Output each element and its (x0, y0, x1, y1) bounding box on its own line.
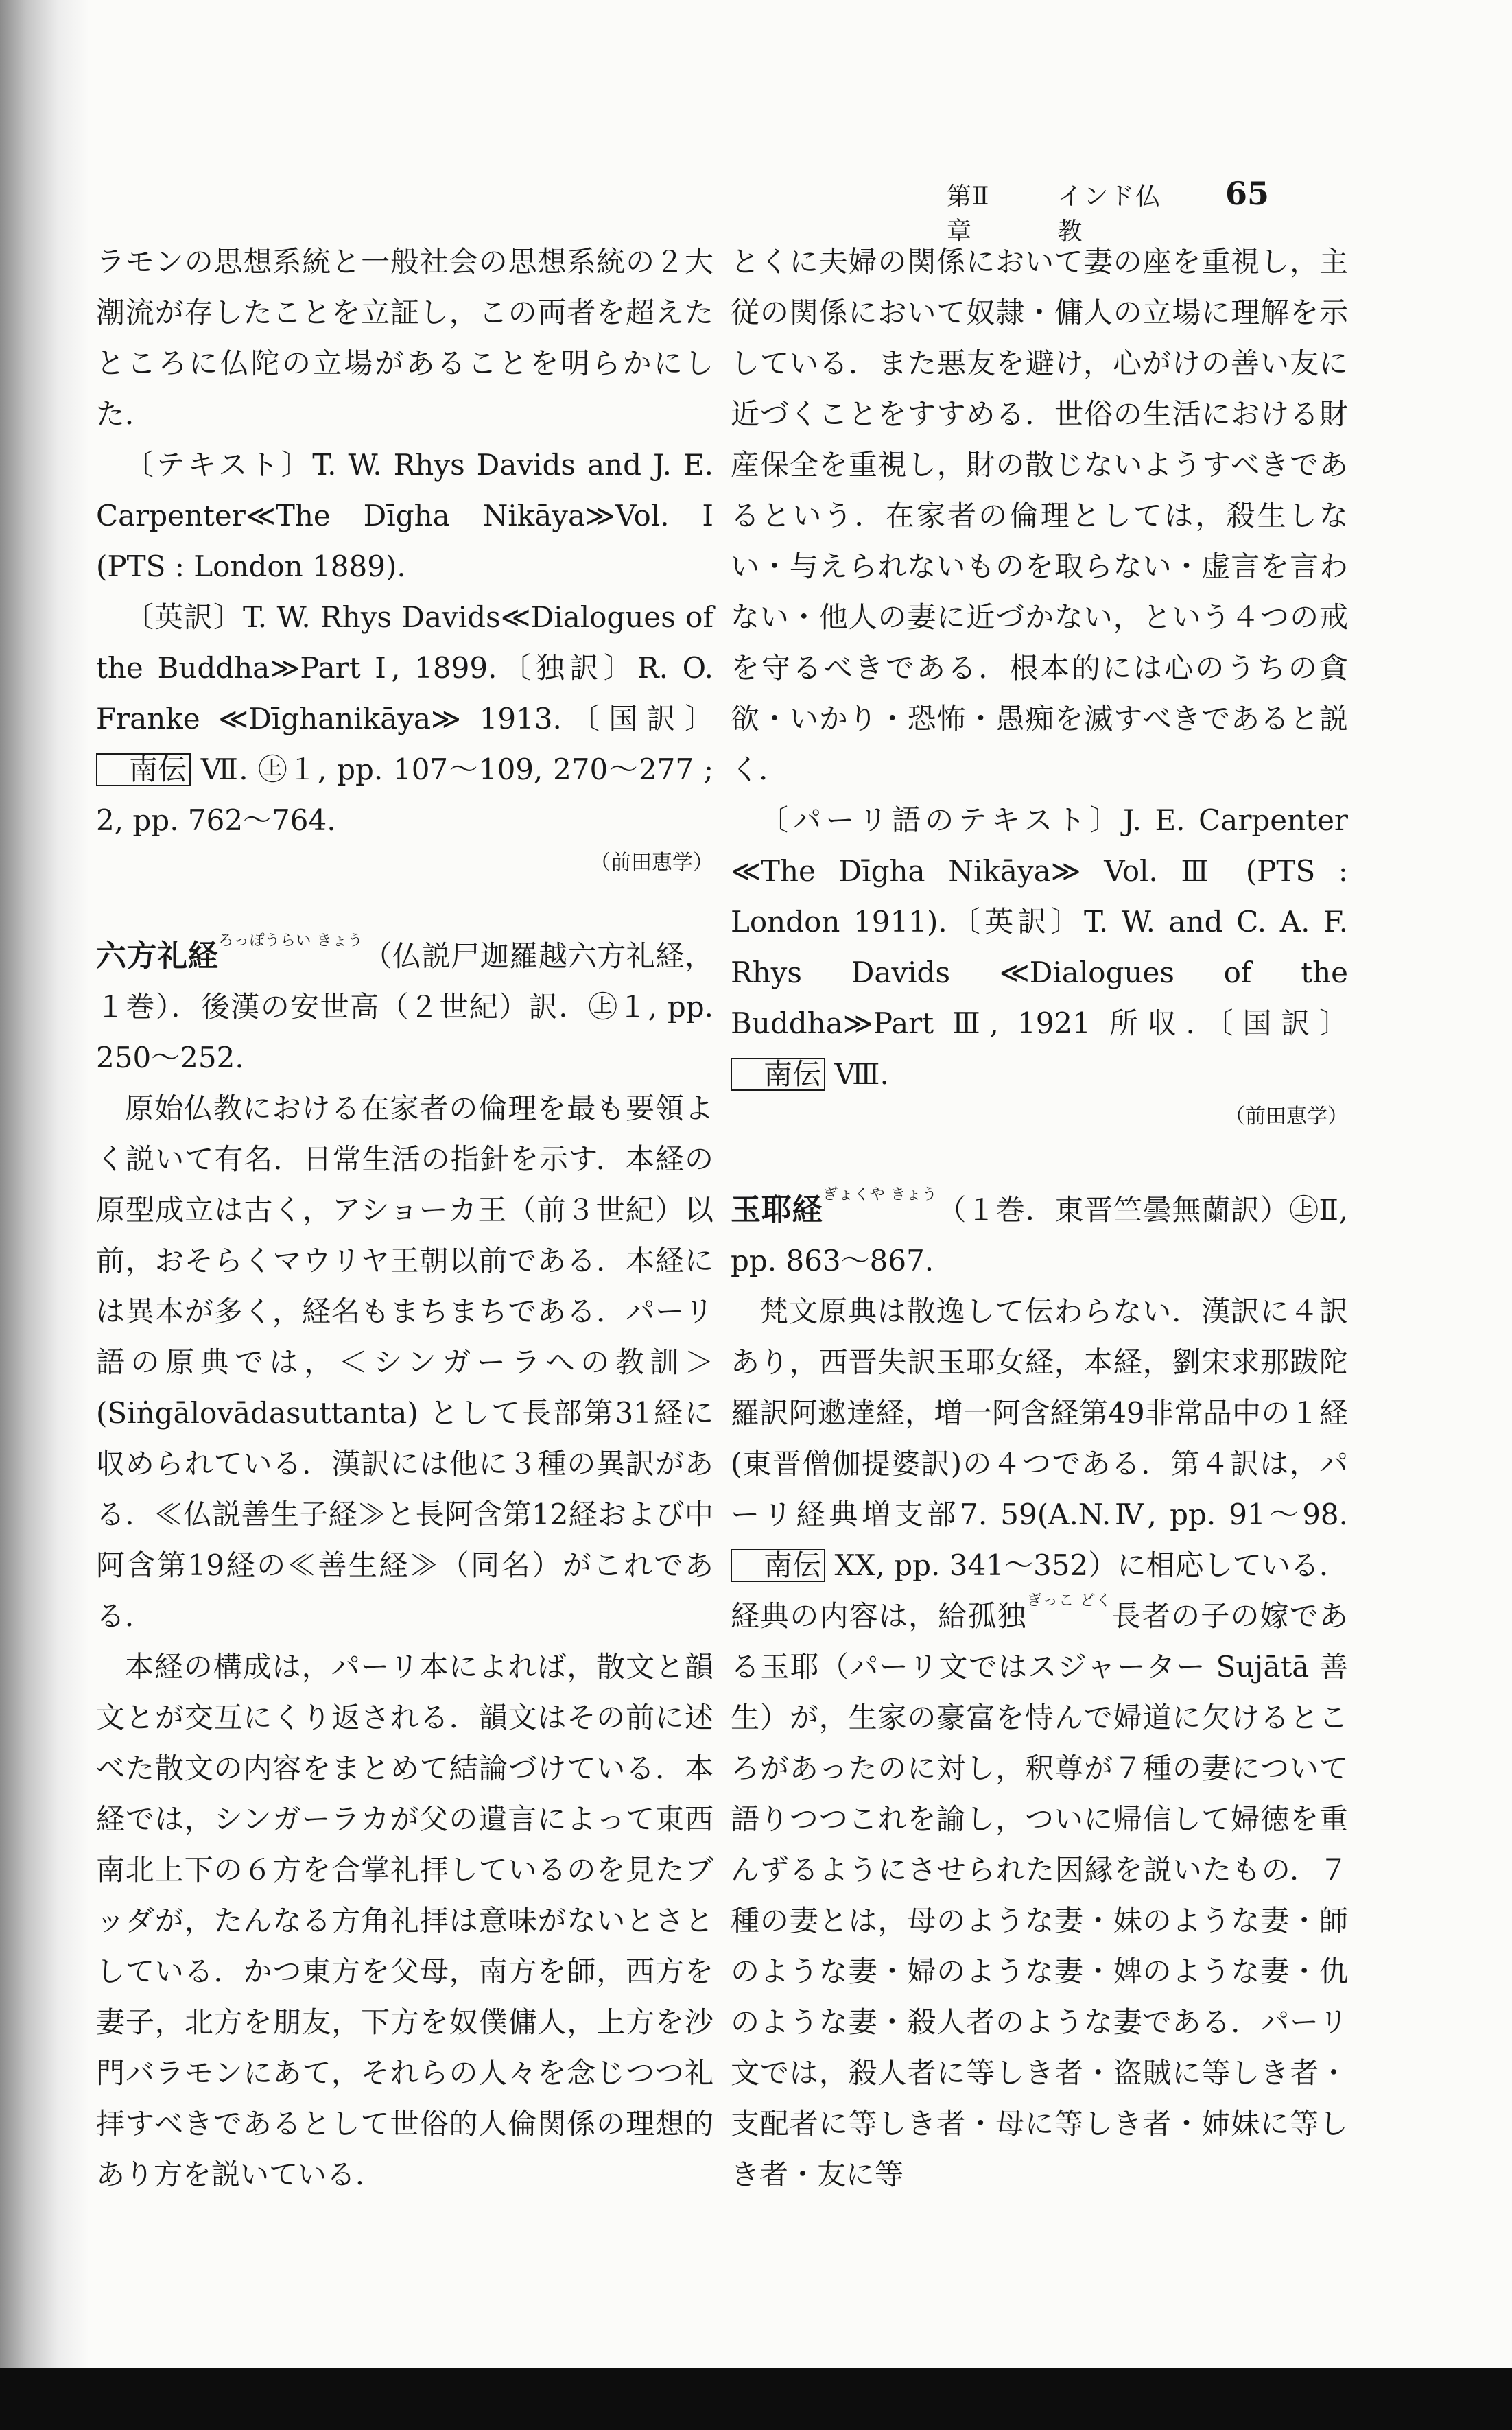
text-reference (731, 795, 1348, 1100)
entry-reading: ぎょくや きょう (823, 1186, 938, 1203)
scan-edge-bar (0, 2368, 1512, 2430)
entry-head-text: （１巻．東晋竺曇無蘭訳）㊤Ⅱ, pp. 863～867. (731, 1193, 1348, 1277)
author-credit: （前田恵学） (590, 851, 713, 875)
chapter-label: 第Ⅱ章 (947, 182, 990, 246)
entry-reading: ろっぽうらい きょう (218, 932, 364, 949)
nanden-box: 南伝 (731, 1058, 825, 1091)
entry-gap (731, 1134, 1348, 1185)
translation-reference-text: 〔英訳〕T. W. Rhys Davids≪Dialogues of the Buddha≫Part Ⅰ, 1899.〔独訳〕R. O. Franke ≪Dīghanikāya≫ 1913.〔国訳〕 (96, 600, 713, 735)
author-credit: （前田恵学） (1225, 1105, 1348, 1129)
translation-reference (96, 592, 713, 846)
entry-title: 玉耶経 (731, 1192, 823, 1227)
paragraph-continued: とくに夫婦の関係において妻の座を重視し，主従の関係において奴隷・傭人の立場に理解を示している．また悪友を避け，心がけの善い友に近づくことをすすめる．世俗の生活における財産保全を重視し，財の散じないようすべきであるという．在家者の倫理としては，殺生しない・与えられないものを取らない・虚言を言わない・他人の妻に近づかない，という４つの戒を守るべきである．根本的には心のうちの貪欲・いかり・恐怖・愚痴を滅すべきであると説く． (731, 245, 1348, 786)
entry-head-text: （仏説尸迦羅越六方礼経，１巻）．後漢の安世高（２世紀）訳．㊤１, pp. 250～252. (96, 939, 714, 1074)
paragraph-continued: ラモンの思想系統と一般社会の思想系統の２大潮流が存したことを立証し，この両者を超えたところに仏陀の立場があることを明らかにした． (96, 245, 713, 431)
word-reading: ぎっこ どく (1026, 1592, 1112, 1609)
page-number: 65 (1225, 175, 1269, 212)
body-text: ⅩⅩ, pp. 341～352）に相応している．経典の内容は，給孤独 (731, 1548, 1348, 1633)
entry-heading (96, 931, 713, 1083)
right-column (731, 237, 1348, 2200)
body-text: 梵文原典は散逸して伝わらない．漢訳に４訳あり，西晋失訳玉耶女経，本経，劉宋求那跋陀羅訳阿遬達経，増一阿含経第49非常品中の１経(東晋僧伽提婆訳)の４つである．第４訳は，パーリ経典増支部7. 59(A.N.Ⅳ, pp. 91～98. (731, 1295, 1348, 1531)
body-paragraph (731, 1286, 1348, 2200)
entry-gap (96, 880, 713, 931)
entry-heading (731, 1185, 1348, 1286)
text-reference-tail: Ⅷ. (834, 1057, 889, 1091)
translation-reference-tail: Ⅶ. ㊤１, pp. 107～109, 270～277 ; 2, pp. 762～764. (96, 753, 713, 837)
binding-shadow (0, 0, 89, 2430)
body-paragraph: 本経の構成は，パーリ本によれば，散文と韻文とが交互にくり返される．韻文はその前に述べた散文の内容をまとめて結論づけている．本経では，シンガーラカが父の遺言によって東西南北上下の６方を合掌礼拝しているのを見たブッダが，たんなる方角礼拝は意味がないとさとしている．かつ東方を父母，南方を師，西方を妻子，北方を朋友，下方を奴僕傭人，上方を沙門バラモンにあて，それらの人々を念じつつ礼拝すべきであるとして世俗的人倫関係の理想的あり方を説いている． (96, 1650, 713, 2191)
left-column (96, 237, 713, 2200)
text-reference: 〔テキスト〕T. W. Rhys Davids and J. E. Carpenter≪The Dīgha Nikāya≫Vol. Ⅰ (PTS : London 1889). (96, 448, 713, 583)
body-paragraph: 原始仏教における在家者の倫理を最も要領よく説いて有名．日常生活の指針を示す．本経の原型成立は古く，アショーカ王（前３世紀）以前，おそらくマウリヤ王朝以前である．本経には異本が多く，経名もまちまちである．パーリ語の原典では，＜シンガーラへの教訓＞(Siṅgālovādasuttanta) として長部第31経に収められている．漢訳には他に３種の異訳がある．≪仏説善生子経≫と長阿含第12経および中阿含第19経の≪善生経≫（同名）がこれである． (96, 1092, 713, 1633)
chapter-title: インド仏教 (1057, 182, 1162, 246)
running-head (947, 175, 1269, 246)
text-reference-text: 〔パーリ語のテキスト〕J. E. Carpenter ≪The Dīgha Nikāya≫ Vol. Ⅲ (PTS : London 1911).〔英訳〕T. W. and C. A. F. Rhys Davids ≪Dialogues of the Buddha≫Part Ⅲ, 1921 所収.〔国訳〕 (731, 803, 1348, 1040)
body-text: 長者の子の嫁である玉耶（パーリ文ではスジャーター Sujātā 善生）が，生家の豪富を恃んで婦道に欠けるところがあったのに対し，釈尊が７種の妻について語りつつこれを諭し，ついに帰信して婦徳を重んずるようにさせられた因縁を説いたもの．７種の妻とは，母のような妻・妹のような妻・師のような妻・婦のような妻・婢のような妻・仇のような妻・殺人者のような妻である．パーリ文では，殺人者に等しき者・盗賊に等しき者・支配者に等しき者・母に等しき者・姉妹に等しき者・友に等 (731, 1599, 1348, 2191)
nanden-box: 南伝 (731, 1549, 825, 1582)
entry-title: 六方礼経 (96, 939, 219, 974)
nanden-box: 南伝 (96, 753, 191, 786)
